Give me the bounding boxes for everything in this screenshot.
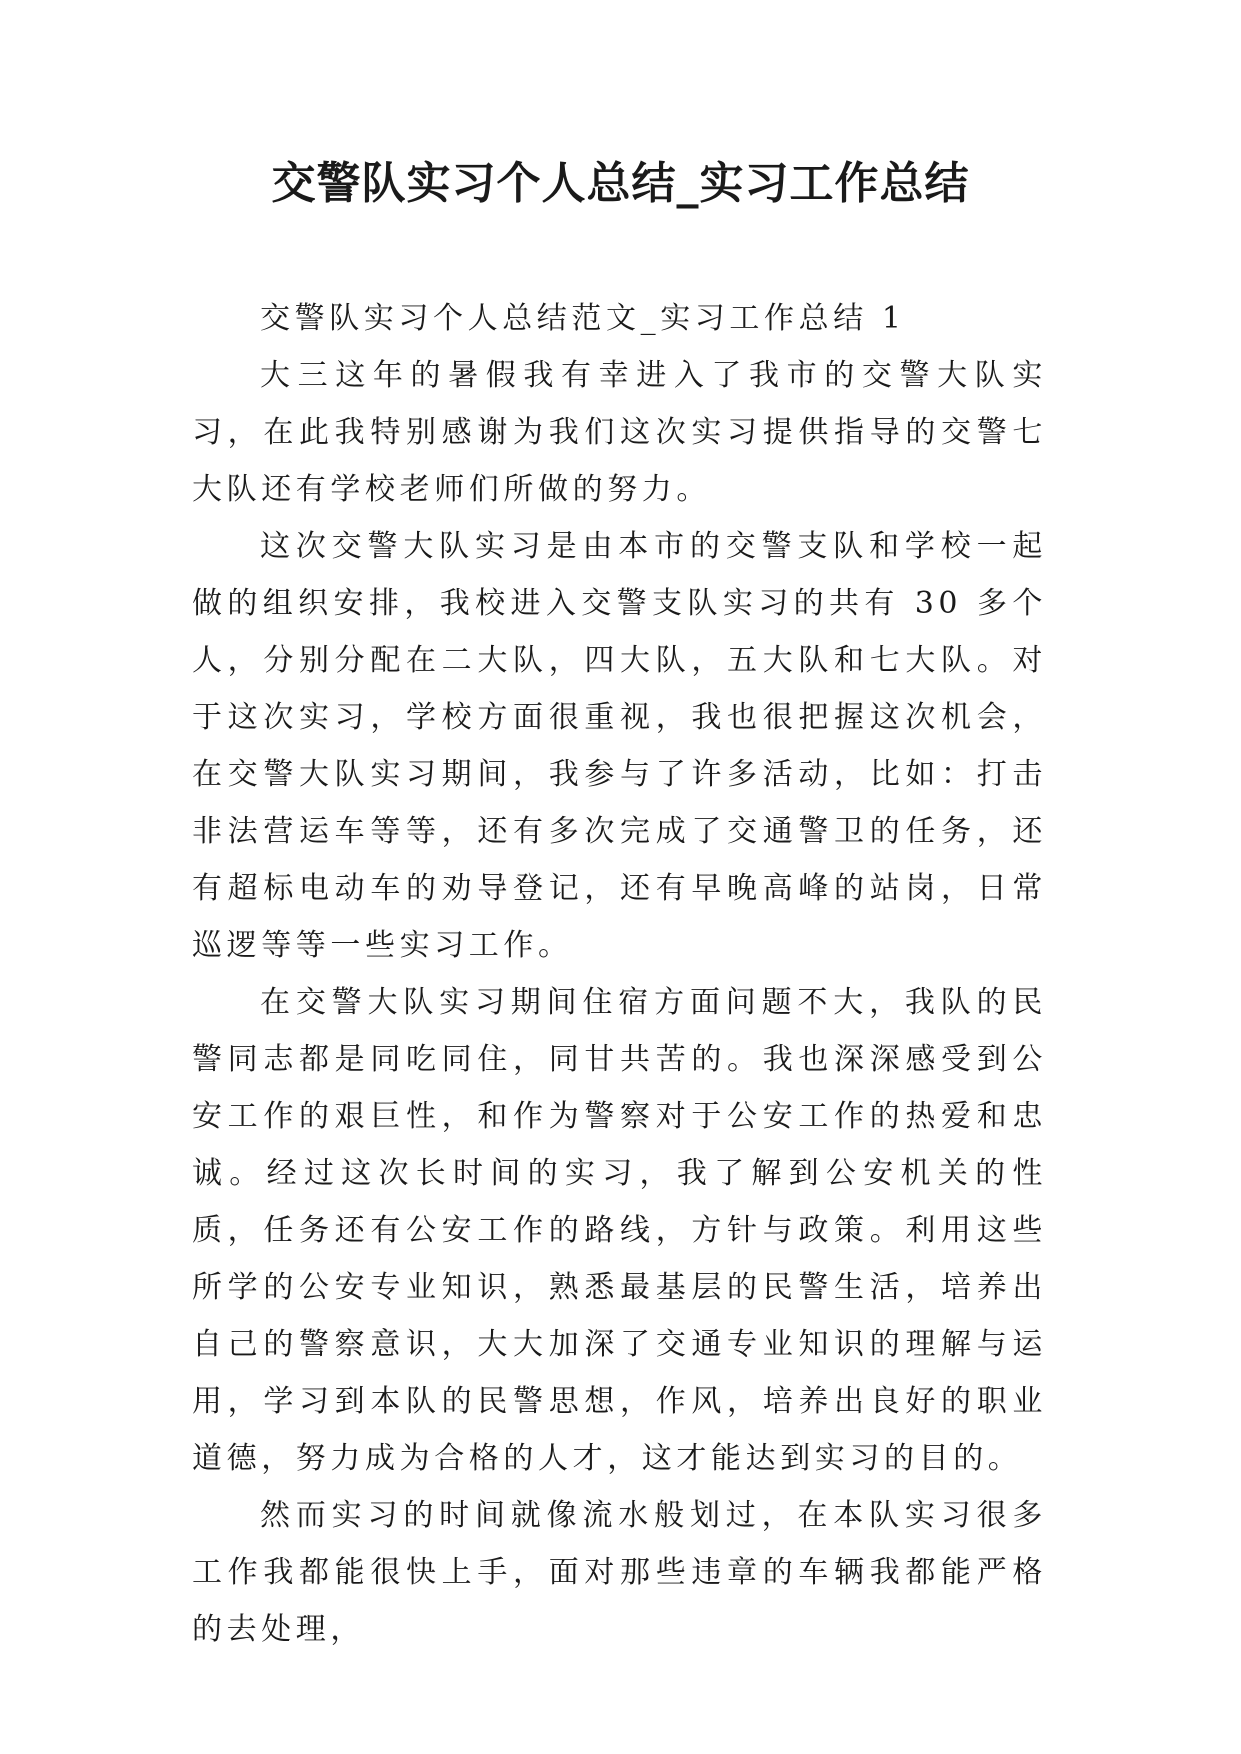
paragraph-3: 在交警大队实习期间住宿方面问题不大，我队的民警同志都是同吃同住，同甘共苦的。我也深深感受到公安工作的艰巨性，和作为警察对于公安工作的热爱和忠诚。经过这次长时间的实习，我了解到公安机关的性质，任务还有公安工作的路线，方针与政策。利用这些所学的公安专业知识，熟悉最基层的民警生活，培养出自己的警察意识，大大加深了交通专业知识的理解与运用，学习到本队的民警思想，作风，培养出良好的职业道德，努力成为合格的人才，这才能达到实习的目的。 <box>192 985 1047 1476</box>
paragraph-subtitle: 交警队实习个人总结范文_实习工作总结 1 <box>260 301 906 336</box>
document-title: 交警队实习个人总结_实习工作总结 <box>271 158 970 209</box>
paragraph-2: 这次交警大队实习是由本市的交警支队和学校一起做的组织安排，我校进入交警支队实习的共有 30 多个人，分别分配在二大队，四大队，五大队和七大队。对于这次实习，学校方面很重视，我也很把握这次机会，在交警大队实习期间，我参与了许多活动，比如：打击非法营运车等等，还有多次完成了交通警卫的任务，还有超标电动车的劝导登记，还有早晚高峰的站岗，日常巡逻等等一些实习工作。 <box>192 529 1047 963</box>
paragraph-1: 大三这年的暑假我有幸进入了我市的交警大队实习，在此我特别感谢为我们这次实习提供指导的交警七大队还有学校老师们所做的努力。 <box>192 358 1047 507</box>
paragraph-4: 然而实习的时间就像流水般划过，在本队实习很多工作我都能很快上手，面对那些违章的车辆我都能严格的去处理， <box>192 1498 1047 1647</box>
document-body <box>192 290 1047 1658</box>
